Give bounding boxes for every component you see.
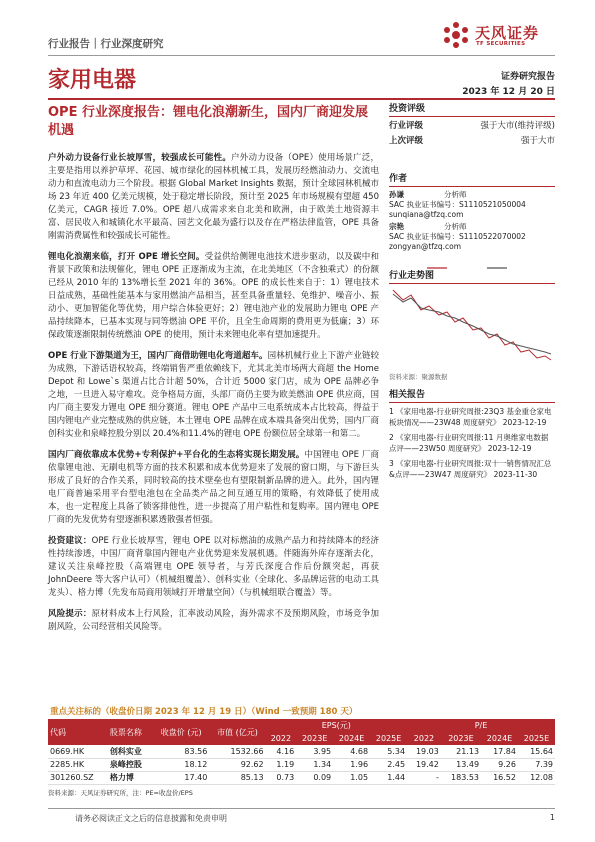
table-cell: 18.12 bbox=[184, 760, 208, 769]
author-block bbox=[389, 190, 555, 252]
logo-mark-icon bbox=[441, 20, 471, 50]
tf-securities-logo bbox=[441, 20, 551, 52]
paragraph-text: 原材料成本上行风险，汇率波动风险，海外需求不及预期风险，市场竞争加剧风险，公司经营相关风险等。 bbox=[48, 609, 379, 632]
trend-line-benchmark bbox=[393, 294, 551, 354]
report-type: 证券研究报告 bbox=[500, 72, 555, 82]
industry-rating-row bbox=[389, 119, 555, 134]
table-cell: 3.95 bbox=[313, 746, 332, 756]
body-paragraph bbox=[48, 251, 379, 342]
col-header: 代码 bbox=[48, 719, 108, 745]
table-cell: 16.52 bbox=[493, 773, 516, 782]
table-cell: 0669.HK bbox=[50, 746, 85, 756]
table-cell: 1.05 bbox=[350, 773, 369, 782]
body-paragraph bbox=[48, 608, 379, 634]
year-header: 2023E bbox=[441, 732, 481, 745]
prev-rating-value: 强于大市 bbox=[520, 136, 555, 146]
paragraph-text: 园林机械行业上下游产业链较为成熟，下游话语权较高，终端销售严重依赖线下，尤其北美市场两大商超 the Home Depot 和 Lowe`s 渠道占比合计超 50%，合计近 5000 家门店，成为 OPE 品牌必争之地，一旦进入易守难攻。竞争格局方面，头部厂商仍主要为欧美燃油 OPE 供应商，国内厂商主要发力锂电 OPE 细分赛道。锂电 OPE 产品中三电系统成本占比较高，得益于国内锂电产业完整成熟的供应链，本土锂电 OPE 品牌在成本端具备突出优势，国内厂商创科实业和泉峰控股分别以 20.4%和11.4%的锂电 OPE 份额位居全球第一和第二。 bbox=[48, 351, 379, 439]
body-paragraph bbox=[48, 152, 379, 243]
table-cell: 2285.HK bbox=[50, 760, 85, 769]
table-cell: 2.45 bbox=[387, 760, 406, 769]
paragraph-lead: 投资建议： bbox=[48, 536, 92, 546]
author-name: 孙谦 bbox=[389, 190, 404, 199]
author-email[interactable]: sunqiana@tfzq.com bbox=[389, 210, 464, 219]
chart-source: 资料来源：聚源数据 bbox=[389, 373, 448, 381]
table-cell: 13.49 bbox=[456, 760, 480, 769]
table-cell: 183.53 bbox=[451, 773, 480, 782]
table-header-row bbox=[48, 719, 555, 732]
col-header: 股票名称 bbox=[108, 719, 153, 745]
table-cell: 301260.SZ bbox=[50, 773, 94, 782]
paragraph-lead: OPE 行业下游渠道为王，国内厂商借助锂电化弯道超车。 bbox=[48, 351, 268, 361]
table-cell: 4.68 bbox=[350, 746, 369, 756]
report-category: 行业报告｜行业深度研究 bbox=[48, 38, 164, 50]
disclaimer: 请务必阅读正文之后的信息披露和免责申明 bbox=[75, 814, 227, 823]
author-name: 宗艳 bbox=[389, 222, 404, 231]
stock-table bbox=[48, 719, 555, 785]
sidebar bbox=[389, 98, 555, 284]
table-cell: 创科实业 bbox=[109, 746, 142, 756]
paragraph-lead: 国内厂商依靠成本优势+专利保护+平台化的生态将实现长期发展。 bbox=[48, 450, 305, 460]
paragraph-text: 户外动力设备（OPE）使用场景广泛，主要是指用以养护草坪、花园、城市绿化的园林机械工具，发展历经燃油动力、交流电动力和直流电动力三个阶段。根据 Global Market Insights 数据，预计全球园林机械市场 23 年近 400 亿美元规模，处于稳定增长阶段，预计至 2025 年市场规模有望超 450 亿美元，CAGR 接近 7.0%。OPE 超八成需求来自北美和欧洲，由于欧美土地资源丰富、居民收入和城镇化水平最高、园艺文化最为盛行以及存在严格法律监管，OPE 具备刚需消费属性和较强成长可能性。 bbox=[48, 153, 379, 241]
sidebar-divider bbox=[389, 186, 555, 187]
body-paragraph bbox=[48, 350, 379, 441]
table-cell: 19.42 bbox=[415, 760, 439, 769]
col-header: 市值 (亿元) bbox=[209, 719, 265, 745]
sidebar-divider bbox=[389, 402, 555, 403]
table-cell: 17.84 bbox=[493, 746, 516, 756]
industry-rating-label: 行业评级 bbox=[389, 121, 424, 131]
table-cell: 4.16 bbox=[276, 746, 295, 756]
table-cell: 7.39 bbox=[535, 760, 553, 769]
report-date: 2023 年 12 月 20 日 bbox=[462, 87, 555, 97]
table-cell: 1532.66 bbox=[230, 746, 264, 756]
logo-text-en: TF SECURITIES bbox=[476, 41, 526, 47]
table-cell: 泉峰控股 bbox=[109, 760, 142, 769]
col-header: 收盘价 (元) bbox=[153, 719, 209, 745]
year-header: 2024E bbox=[481, 732, 518, 745]
prev-rating-label: 上次评级 bbox=[389, 136, 424, 146]
table-cell: - bbox=[435, 773, 439, 782]
logo-text-cn: 天风证券 bbox=[475, 24, 540, 42]
year-header: 2023E bbox=[296, 732, 333, 745]
table-cell: 1.44 bbox=[387, 773, 406, 782]
table-row bbox=[48, 758, 555, 771]
table-cell: 0.73 bbox=[276, 773, 295, 782]
related-heading: 相关报告 bbox=[389, 390, 426, 400]
author-email[interactable]: zongyan@tfzq.com bbox=[389, 242, 462, 251]
industry-trend-chart bbox=[389, 260, 555, 370]
body-paragraph bbox=[48, 535, 379, 600]
col-header: P/E bbox=[407, 719, 555, 732]
table-cell: 15.64 bbox=[530, 746, 553, 756]
sidebar-divider bbox=[389, 116, 555, 117]
author-cert: SAC 执业证书编号：S1110522070002 bbox=[389, 232, 526, 241]
table-cell: 0.09 bbox=[313, 773, 332, 782]
table-cell: 1.19 bbox=[276, 760, 295, 769]
body-paragraph bbox=[48, 449, 379, 527]
stock-table-section bbox=[48, 705, 555, 797]
year-header: 2022 bbox=[407, 732, 441, 745]
table-cell: 5.34 bbox=[387, 746, 406, 756]
col-header: EPS(元) bbox=[266, 719, 407, 732]
trend-line-industry bbox=[393, 290, 551, 360]
paragraph-lead: 风险提示： bbox=[48, 609, 92, 619]
table-cell: 9.26 bbox=[498, 760, 516, 769]
report-body bbox=[48, 152, 379, 642]
authors-heading: 作者 bbox=[389, 174, 408, 184]
table-cell: 12.08 bbox=[530, 773, 553, 782]
year-header: 2022 bbox=[266, 732, 297, 745]
table-cell: 92.62 bbox=[240, 760, 264, 769]
table-cell: 19.03 bbox=[415, 746, 439, 756]
trend-heading: 行业走势图 bbox=[389, 271, 435, 281]
paragraph-lead: 户外动力设备行业长坡厚雪，较强成长可能性。 bbox=[48, 153, 232, 163]
related-report-item[interactable]: 2 《家用电器-行业研究周报:11 月奥维家电数据点评——23W50 周度研究》 2023-12-19 bbox=[389, 433, 549, 453]
year-header: 2024E bbox=[333, 732, 370, 745]
table-title: 重点关注标的（收盘价日期 2023 年 12 月 19 日）（Wind 一致预期 180 天） bbox=[50, 707, 358, 717]
related-report-item[interactable]: 3 《家用电器-行业研究周报:双十一销售情况汇总&点评——23W47 周度研究》 2023-11-30 bbox=[389, 459, 552, 479]
table-cell: 83.56 bbox=[184, 746, 208, 756]
table-cell: 1.34 bbox=[313, 760, 332, 769]
year-header: 2025E bbox=[370, 732, 407, 745]
table-cell: 1.96 bbox=[350, 760, 369, 769]
paragraph-text: OPE 行业长坡厚雪，锂电 OPE 以对标燃油的成熟产品力和持续降本的经济性持续渗透，中国厂商背靠国内锂电产业优势迎来发展机遇。伴随海外库存逐渐去化，建议关注泉峰控股（高端锂电 OPE 领导者，与芳氏深度合作后份额突起，再获 JohnDeere 等大客户认可）（机械组覆盖）、创科实业（全球化、多品牌运营的电动工具龙头）、格力博（先发布局商用领域打开增量空间）（与机械组联合覆盖）等。 bbox=[48, 536, 379, 598]
table-row bbox=[48, 771, 555, 784]
table-row bbox=[48, 745, 555, 758]
footer-divider bbox=[48, 808, 555, 809]
related-reports bbox=[389, 387, 555, 480]
related-report-item[interactable]: 1 《家用电器-行业研究周报:23Q3 基金重仓家电板块情况——23W48 周度研究》 2023-12-19 bbox=[389, 407, 552, 427]
report-title: OPE 行业深度报告：锂电化浪潮新生，国内厂商迎发展机遇 bbox=[48, 105, 368, 138]
paragraph-text: 受益供给侧锂电池技术进步驱动，以及碳中和背景下政策和法规催化，锂电 OPE 正逐渐成为主流，在北美地区（不含独乘式）的份额已经从 2010 年的 13%增长至 2021 年的 36%。OPE 的成长性来自于：1）锂电技术日益成熟，基础性能基本与家用燃油产品相当，甚至具备重量轻、免维护、噪音小、振动小、更加智能化等优势，用户综合体验更好；2）锂电池产业的发展助力锂电 OPE 产品持续降本，已基本实现与同等燃油 OPE 平价，且全生命周期的费用更为低廉；3）环保政策逐渐限制传统燃油 OPE 的使用，预计未来锂电化率有望加速提升。 bbox=[48, 252, 379, 340]
author-role: 分析师 bbox=[444, 222, 467, 231]
table-cell: 17.40 bbox=[184, 773, 208, 782]
year-header: 2025E bbox=[518, 732, 555, 745]
table-cell: 21.13 bbox=[456, 746, 480, 756]
table-cell: 85.13 bbox=[240, 773, 264, 782]
rating-heading: 投资评级 bbox=[389, 104, 426, 114]
industry-name: 家用电器 bbox=[48, 68, 137, 93]
paragraph-text: 中国锂电 OPE 厂商依靠锂电池、无刷电机等方面的技术积累和成本优势迎来了发展的窗口期，与下游巨头形成了良好的合作关系，同时较高的技术壁垒也有望限制新品牌的进入。此外，国内锂电厂商普遍采用平台型电池包在全品类产品之间互通互用的策略，有效降低了使用成本，也一定程度上具备了锁客排他性，进一步提高了用户粘性和复购率。国内锂电 OPE 厂商的先发优势有望逐渐积累透散强者恒强。 bbox=[48, 450, 380, 525]
table-source: 资料来源：天风证券研究所，注：PE=收盘价/EPS bbox=[48, 788, 193, 797]
header-divider bbox=[48, 55, 555, 56]
related-list bbox=[389, 406, 555, 480]
author-cert: SAC 执业证书编号：S1110521050004 bbox=[389, 200, 526, 209]
author-role: 分析师 bbox=[444, 190, 467, 199]
table-cell: 格力博 bbox=[109, 773, 134, 782]
paragraph-lead: 锂电化浪潮来临，打开 OPE 增长空间。 bbox=[48, 252, 205, 262]
industry-rating-value: 强于大市(维持评级) bbox=[480, 121, 555, 131]
page-number: 1 bbox=[549, 813, 555, 822]
prev-rating-row bbox=[389, 134, 555, 149]
